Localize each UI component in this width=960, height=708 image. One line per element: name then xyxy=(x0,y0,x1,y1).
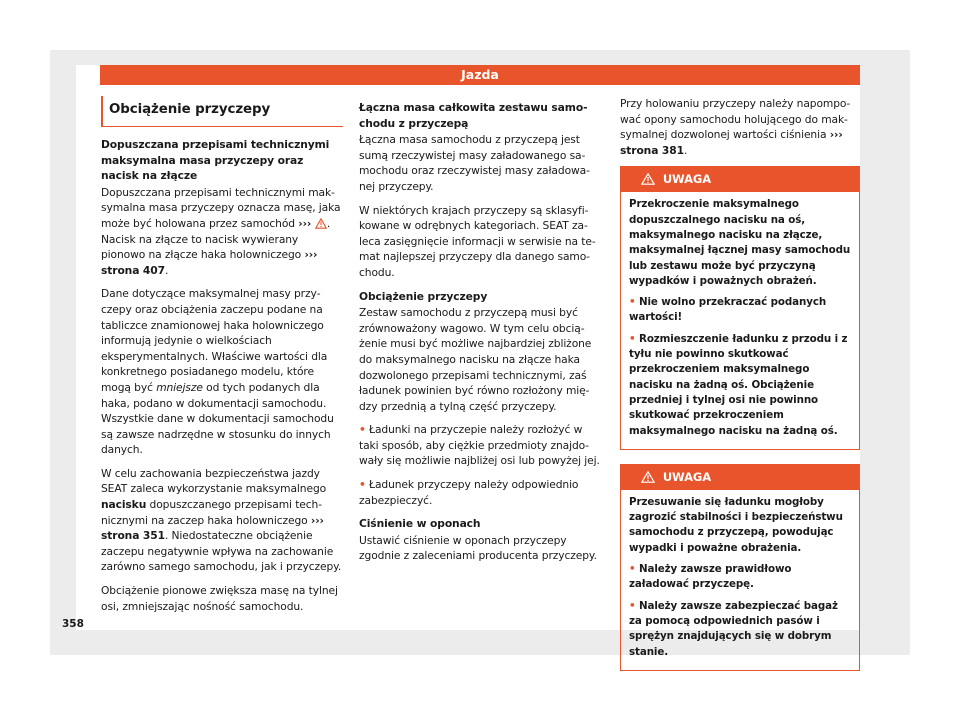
column-3 xyxy=(620,96,860,681)
warning-body: Przekroczenie maksymalnego dopuszczalnego nacisku na oś, maksymalnego nacisku na złącze, maksymalnej łącznej masy samochodu lub zestawu może być przyczyną wypadków i poważnych obrażeń. • Nie wolno przekraczać podanych wartości! • Rozmieszczenie ładunku z przodu i z tyłu nie powinno skutkować przekroczeniem maksymalnego nacisku na żadną oś. Obciążenie przedniej i tylnej osi nie powinno skutkować przekroczeniem maksymalnego nacisku na żadną oś. xyxy=(621,192,859,448)
bullet-dot-icon: • xyxy=(629,332,636,345)
page-number: 358 xyxy=(62,618,84,630)
warning-triangle-icon xyxy=(641,173,655,185)
warning-triangle-icon xyxy=(315,218,327,229)
subheading-max-mass: Dopuszczana przepisami technicznymi maksymalna masa przyczepy oraz nacisk na złącze xyxy=(101,138,330,183)
subheading-trailer-load: Obciążenie przyczepy xyxy=(359,289,488,303)
bullet-item: • Ładunek przyczepy należy odpowiednio zabezpieczyć. xyxy=(359,478,579,507)
bullet-dot-icon: • xyxy=(629,563,636,576)
bullet-item: • Należy zawsze zabezpieczać bagaż za pomocą odpowiednich pasów i sprężyn znajdujących się w dobrym stanie. xyxy=(629,599,838,658)
paragraph-vertical-load: Obciążenie pionowe zwiększa masę na tylnej osi, zmniejszając nośność samochodu. xyxy=(101,584,338,613)
paragraph-categories: W niektórych krajach przyczepy są sklasyfikowane w odrębnych kategoriach. SEAT zaleca zasięgnięcie informacji w serwisie na temat najlepszej przyczepy dla danego samochodu. xyxy=(359,203,596,279)
bullet-item: • Należy zawsze prawidłowo załadować przyczepę. xyxy=(629,563,792,591)
bullet-dot-icon: • xyxy=(629,296,636,309)
paragraph-trailer-load: Zestaw samochodu z przyczepą musi być zrównoważony wagowo. W tym celu obciążenie musi być możliwe najbardziej zbliżone do maksymalnego nacisku na złącze haka dozwolonego przepisami technicznymi, zaś ładunek powinien być równo rozłożony między przednią a tylną część przyczepy. xyxy=(359,306,592,413)
paragraph-towing-pressure: Przy holowaniu przyczepy należy napompować opony samochodu holującego do maksymalnej dozwolonej wartości ciśnienia ››› strona 381. xyxy=(620,97,851,157)
bullet-item: • Rozmieszczenie ładunku z przodu i z tyłu nie powinno skutkować przekroczeniem maksymalnego nacisku na żadną oś. Obciążenie przedniej i tylnej osi nie powinno skutkować przekroczeniem maksymalnego nacisku na żadną oś. xyxy=(629,332,848,437)
warning-header: UWAGA xyxy=(621,465,859,490)
warning-header: UWAGA xyxy=(621,167,859,192)
warning-body: Przesuwanie się ładunku mogłoby zagrozić stabilności i bezpieczeństwu samochodu z przyczepą, powodując wypadki i poważne obrażenia. • Należy zawsze prawidłowo załadować przyczepę. • Należy zawsze zabezpieczać bagaż za pomocą odpowiednich pasów i sprężyn znajdujących się w dobrym stanie. xyxy=(621,490,859,670)
column-1 xyxy=(101,96,343,622)
warning-box-overload xyxy=(620,166,860,449)
bullet-item: • Nie wolno przekraczać podanych wartości! xyxy=(629,296,827,324)
bullet-dot-icon: • xyxy=(629,599,636,612)
chapter-header: Jazda xyxy=(100,65,860,85)
page-link-381[interactable]: ››› strona 381 xyxy=(620,128,843,157)
bullet-item: • Ładunki na przyczepie należy rozłożyć w taki sposób, aby ciężkie przedmioty znajdowały się możliwie najbliżej osi lub powyżej jej. xyxy=(359,423,600,468)
bullet-dot-icon: • xyxy=(359,478,366,492)
page-link-351[interactable]: ››› strona 351 xyxy=(101,513,324,543)
paragraph-nameplate: Dane dotyczące maksymalnej masy przyczepy oraz obciążenia zaczepu podane na tabliczce znamionowej haka holowniczego informują jedynie o wielkościach eksperymentalnych. Właściwe wartości dla konkretnego posiadanego modelu, które mogą być mniejsze od tych podanych dla haka, podano w dokumentacji samochodu. Wszystkie dane w dokumentacji samochodu są zawsze nadrzędne w stosunku do innych danych. xyxy=(101,287,334,457)
paragraph-total-mass: Łączna masa samochodu z przyczepą jest sumą rzeczywistej masy załadowanego samochodu oraz rzeczywistej masy załadowanej przyczepy. xyxy=(359,133,590,193)
page-link-407[interactable]: ››› strona 407 xyxy=(101,248,318,277)
paragraph-max-mass: Dopuszczana przepisami technicznymi maksymalna masa przyczepy oznacza masę, jaka może być holowana przez samochód ››› . Nacisk na złącze to nacisk wywierany pionowo na złącze haka holowniczego ››› strona 407. xyxy=(101,185,341,277)
warning-triangle-icon xyxy=(641,471,655,483)
warning-box-cargo xyxy=(620,464,860,671)
subheading-total-mass: Łączna masa całkowita zestawu samochodu z przyczepą xyxy=(359,101,588,130)
subheading-tyre-pressure: Ciśnienie w oponach xyxy=(359,517,481,531)
warning-ref-link[interactable]: ››› xyxy=(298,217,327,230)
paragraph-safety: W celu zachowania bezpieczeństwa jazdy SEAT zaleca wykorzystanie maksymalnego nacisku dopuszczanego przepisami technicznymi na zaczep haka holowniczego ››› strona 351. Niedostateczne obciążenie zaczepu negatywnie wpływa na zachowanie zarówno samego samochodu, jak i przyczepy. xyxy=(101,466,342,574)
paragraph-tyre-pressure: Ustawić ciśnienie w oponach przyczepy zgodnie z zaleceniami producenta przyczepy. xyxy=(359,533,597,563)
column-2 xyxy=(359,96,600,572)
section-title: Obciążenie przyczepy xyxy=(101,96,343,127)
bullet-dot-icon: • xyxy=(359,423,366,437)
